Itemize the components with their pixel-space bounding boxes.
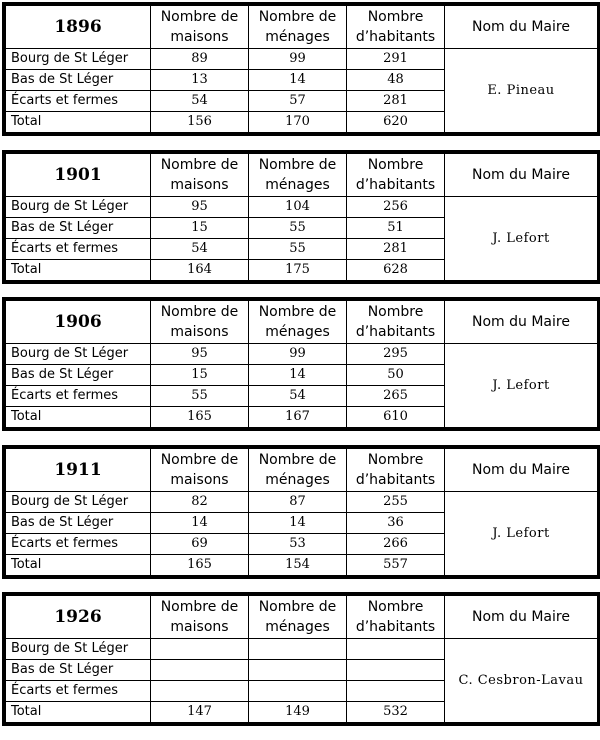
menages-cell: 14 [249, 513, 347, 534]
header-habitants-line: Nombre [367, 157, 424, 173]
row-label: Total [6, 555, 151, 576]
maisons-cell: 156 [151, 112, 249, 133]
maisons-cell: 89 [151, 49, 249, 70]
habitants-cell: 281 [347, 239, 445, 260]
maisons-cell: 54 [151, 239, 249, 260]
habitants-cell: 48 [347, 70, 445, 91]
header-maire [445, 449, 598, 492]
census-grid [5, 153, 598, 281]
census-grid [5, 595, 598, 723]
row-label: Total [6, 112, 151, 133]
row-label: Écarts et fermes [6, 386, 151, 407]
row-label: Total [6, 260, 151, 281]
header-row [6, 6, 598, 49]
row-label: Bourg de St Léger [6, 492, 151, 513]
year-heading: 1911 [6, 449, 151, 492]
header-menages-line: ménages [265, 29, 330, 45]
header-habitants-line: Nombre [367, 9, 424, 25]
table-row [6, 492, 598, 513]
header-menages-line: Nombre de [258, 452, 337, 468]
census-table-1926 [2, 592, 600, 726]
header-maisons [151, 154, 249, 197]
header-menages-line: Nombre de [258, 157, 337, 173]
table-row [6, 344, 598, 365]
row-label: Bas de St Léger [6, 513, 151, 534]
census-grid [5, 5, 598, 133]
header-habitants [347, 301, 445, 344]
header-habitants-line: d’habitants [355, 29, 436, 45]
habitants-cell: 532 [347, 702, 445, 723]
row-label: Écarts et fermes [6, 681, 151, 702]
header-row [6, 596, 598, 639]
menages-cell: 14 [249, 365, 347, 386]
header-maisons [151, 6, 249, 49]
header-menages-line: ménages [265, 472, 330, 488]
header-row [6, 449, 598, 492]
header-habitants [347, 596, 445, 639]
maire-name: J. Lefort [445, 492, 598, 576]
maisons-cell: 164 [151, 260, 249, 281]
habitants-cell: 265 [347, 386, 445, 407]
menages-cell [249, 660, 347, 681]
habitants-cell [347, 660, 445, 681]
menages-cell: 87 [249, 492, 347, 513]
header-menages [249, 596, 347, 639]
header-menages-line: Nombre de [258, 599, 337, 615]
row-label: Bas de St Léger [6, 365, 151, 386]
header-menages-line: Nombre de [258, 9, 337, 25]
maisons-cell [151, 681, 249, 702]
maisons-cell: 95 [151, 344, 249, 365]
row-label: Bourg de St Léger [6, 49, 151, 70]
header-menages-line: ménages [265, 619, 330, 635]
row-label: Écarts et fermes [6, 534, 151, 555]
menages-cell: 170 [249, 112, 347, 133]
menages-cell [249, 639, 347, 660]
maire-name: E. Pineau [445, 49, 598, 133]
header-habitants [347, 6, 445, 49]
habitants-cell: 255 [347, 492, 445, 513]
header-habitants-line: d’habitants [355, 472, 436, 488]
census-grid [5, 448, 598, 576]
header-maisons-line: Nombre de [160, 304, 239, 320]
habitants-cell: 266 [347, 534, 445, 555]
census-table-1896 [2, 2, 600, 136]
census-grid [5, 300, 598, 428]
header-maisons-line: Nombre de [160, 599, 239, 615]
header-row [6, 154, 598, 197]
header-menages-line: Nombre de [258, 304, 337, 320]
header-habitants-line: d’habitants [355, 177, 436, 193]
census-table-1906 [2, 297, 600, 431]
maisons-cell: 55 [151, 386, 249, 407]
header-maisons-line: maisons [170, 29, 229, 45]
row-label: Écarts et fermes [6, 239, 151, 260]
maisons-cell [151, 639, 249, 660]
census-table-1911 [2, 445, 600, 579]
header-maisons-line: maisons [170, 177, 229, 193]
year-heading: 1906 [6, 301, 151, 344]
menages-cell: 149 [249, 702, 347, 723]
header-menages-line: ménages [265, 177, 330, 193]
maisons-cell: 165 [151, 555, 249, 576]
habitants-cell [347, 681, 445, 702]
header-maisons [151, 596, 249, 639]
habitants-cell: 557 [347, 555, 445, 576]
menages-cell: 54 [249, 386, 347, 407]
row-label: Bourg de St Léger [6, 344, 151, 365]
habitants-cell: 295 [347, 344, 445, 365]
header-menages [249, 6, 347, 49]
row-label: Écarts et fermes [6, 91, 151, 112]
menages-cell: 57 [249, 91, 347, 112]
menages-cell: 154 [249, 555, 347, 576]
census-table-1901 [2, 150, 600, 284]
row-label: Bas de St Léger [6, 660, 151, 681]
year-heading: 1926 [6, 596, 151, 639]
header-habitants [347, 154, 445, 197]
maisons-cell [151, 660, 249, 681]
table-row [6, 49, 598, 70]
menages-cell: 99 [249, 344, 347, 365]
header-menages [249, 154, 347, 197]
row-label: Total [6, 702, 151, 723]
header-habitants-line: Nombre [367, 304, 424, 320]
header-habitants-line: Nombre [367, 452, 424, 468]
habitants-cell: 51 [347, 218, 445, 239]
header-maire [445, 596, 598, 639]
menages-cell: 167 [249, 407, 347, 428]
maisons-cell: 15 [151, 365, 249, 386]
header-maire-line: Nom du Maire [472, 462, 570, 478]
row-label: Bas de St Léger [6, 218, 151, 239]
header-maisons-line: Nombre de [160, 452, 239, 468]
menages-cell [249, 681, 347, 702]
habitants-cell: 620 [347, 112, 445, 133]
row-label: Bourg de St Léger [6, 639, 151, 660]
maisons-cell: 147 [151, 702, 249, 723]
maisons-cell: 13 [151, 70, 249, 91]
maire-name: J. Lefort [445, 197, 598, 281]
header-maisons-line: Nombre de [160, 157, 239, 173]
menages-cell: 55 [249, 218, 347, 239]
header-maire [445, 154, 598, 197]
habitants-cell: 50 [347, 365, 445, 386]
row-label: Total [6, 407, 151, 428]
maisons-cell: 14 [151, 513, 249, 534]
maisons-cell: 15 [151, 218, 249, 239]
menages-cell: 55 [249, 239, 347, 260]
table-row [6, 197, 598, 218]
header-maisons-line: maisons [170, 324, 229, 340]
header-habitants-line: Nombre [367, 599, 424, 615]
header-habitants-line: d’habitants [355, 324, 436, 340]
maisons-cell: 95 [151, 197, 249, 218]
maire-name: J. Lefort [445, 344, 598, 428]
menages-cell: 14 [249, 70, 347, 91]
menages-cell: 175 [249, 260, 347, 281]
header-maire-line: Nom du Maire [472, 167, 570, 183]
header-maire-line: Nom du Maire [472, 19, 570, 35]
habitants-cell: 36 [347, 513, 445, 534]
header-menages [249, 449, 347, 492]
maisons-cell: 165 [151, 407, 249, 428]
habitants-cell: 628 [347, 260, 445, 281]
habitants-cell: 256 [347, 197, 445, 218]
header-row [6, 301, 598, 344]
habitants-cell: 281 [347, 91, 445, 112]
menages-cell: 53 [249, 534, 347, 555]
header-maire [445, 6, 598, 49]
year-heading: 1896 [6, 6, 151, 49]
header-maisons [151, 449, 249, 492]
maisons-cell: 82 [151, 492, 249, 513]
header-maisons-line: maisons [170, 619, 229, 635]
year-heading: 1901 [6, 154, 151, 197]
menages-cell: 104 [249, 197, 347, 218]
table-row [6, 639, 598, 660]
header-maisons-line: Nombre de [160, 9, 239, 25]
row-label: Bas de St Léger [6, 70, 151, 91]
habitants-cell: 610 [347, 407, 445, 428]
header-habitants [347, 449, 445, 492]
row-label: Bourg de St Léger [6, 197, 151, 218]
header-maire-line: Nom du Maire [472, 314, 570, 330]
habitants-cell: 291 [347, 49, 445, 70]
header-maire [445, 301, 598, 344]
header-habitants-line: d’habitants [355, 619, 436, 635]
header-menages [249, 301, 347, 344]
maisons-cell: 54 [151, 91, 249, 112]
maisons-cell: 69 [151, 534, 249, 555]
menages-cell: 99 [249, 49, 347, 70]
header-menages-line: ménages [265, 324, 330, 340]
maire-name: C. Cesbron-Lavau [445, 639, 598, 723]
header-maisons [151, 301, 249, 344]
habitants-cell [347, 639, 445, 660]
header-maisons-line: maisons [170, 472, 229, 488]
header-maire-line: Nom du Maire [472, 609, 570, 625]
